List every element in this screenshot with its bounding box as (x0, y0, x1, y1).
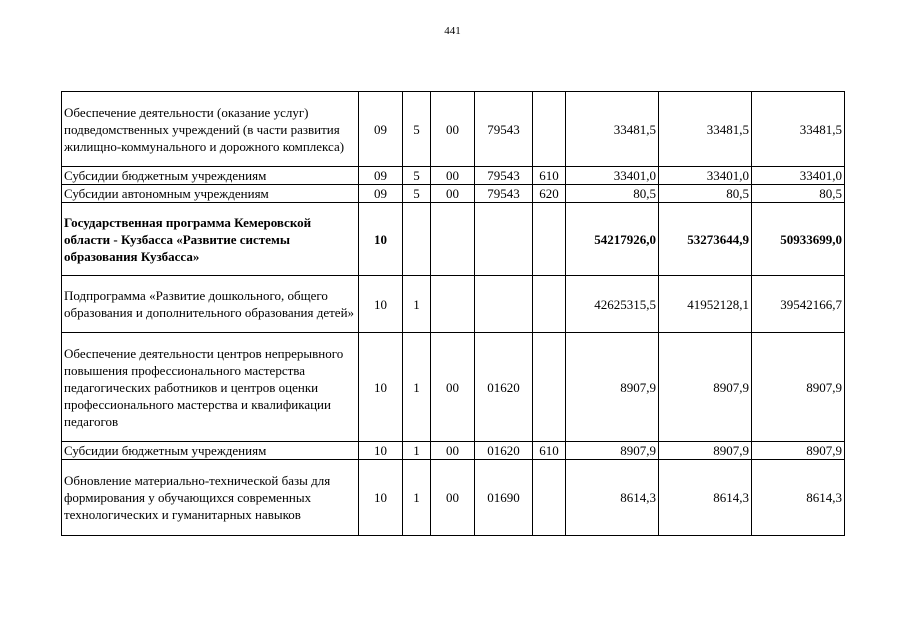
subsection-code: 5 (403, 185, 431, 203)
amount-year-1: 8907,9 (566, 333, 659, 442)
amount-year-3: 33401,0 (752, 167, 845, 185)
expense-type-code: 610 (533, 442, 566, 460)
subsection-code: 5 (403, 92, 431, 167)
row-name: Подпрограмма «Развитие дошкольного, общего образования и дополнительного образования детей» (62, 276, 359, 333)
row-name: Обеспечение деятельности центров непрерывного повышения профессионального мастерства педагогических работников и центров оценки профессионального мастерства и квалификации педагогов (62, 333, 359, 442)
subsection-code: 1 (403, 276, 431, 333)
amount-year-3: 80,5 (752, 185, 845, 203)
section-code: 10 (359, 460, 403, 536)
section-code: 09 (359, 92, 403, 167)
amount-year-3: 8614,3 (752, 460, 845, 536)
page-number: 441 (444, 25, 461, 37)
expense-type-code (533, 333, 566, 442)
program-code: 00 (431, 185, 475, 203)
amount-year-3: 39542166,7 (752, 276, 845, 333)
program-code: 00 (431, 167, 475, 185)
amount-year-3: 33481,5 (752, 92, 845, 167)
program-code: 00 (431, 460, 475, 536)
expense-type-code (533, 460, 566, 536)
amount-year-3: 8907,9 (752, 442, 845, 460)
amount-year-2: 8907,9 (659, 333, 752, 442)
direction-code: 79543 (475, 167, 533, 185)
budget-table (61, 91, 845, 536)
amount-year-2: 80,5 (659, 185, 752, 203)
section-code: 10 (359, 276, 403, 333)
table-row (62, 460, 845, 536)
program-code: 00 (431, 92, 475, 167)
table-row (62, 442, 845, 460)
row-name: Обновление материально-технической базы для формирования у обучающихся современных технологических и гуманитарных навыков (62, 460, 359, 536)
table-row (62, 333, 845, 442)
direction-code: 79543 (475, 92, 533, 167)
row-name: Государственная программа Кемеровской области - Кузбасса «Развитие системы образования Кузбасса» (62, 203, 359, 276)
section-code: 09 (359, 167, 403, 185)
amount-year-2: 53273644,9 (659, 203, 752, 276)
row-name: Субсидии бюджетным учреждениям (62, 167, 359, 185)
section-code: 10 (359, 442, 403, 460)
amount-year-2: 33481,5 (659, 92, 752, 167)
program-code: 00 (431, 333, 475, 442)
expense-type-code (533, 203, 566, 276)
amount-year-3: 50933699,0 (752, 203, 845, 276)
subsection-code: 1 (403, 460, 431, 536)
amount-year-2: 41952128,1 (659, 276, 752, 333)
table-row (62, 92, 845, 167)
row-name: Обеспечение деятельности (оказание услуг) подведомственных учреждений (в части развития жилищно-коммунального и дорожного комплекса) (62, 92, 359, 167)
expense-type-code (533, 92, 566, 167)
section-code: 10 (359, 333, 403, 442)
direction-code: 01620 (475, 442, 533, 460)
program-code: 00 (431, 442, 475, 460)
amount-year-1: 8907,9 (566, 442, 659, 460)
direction-code: 79543 (475, 185, 533, 203)
amount-year-1: 42625315,5 (566, 276, 659, 333)
section-code: 10 (359, 203, 403, 276)
direction-code (475, 276, 533, 333)
row-name: Субсидии бюджетным учреждениям (62, 442, 359, 460)
subsection-code: 1 (403, 442, 431, 460)
table-row (62, 276, 845, 333)
subsection-code: 5 (403, 167, 431, 185)
expense-type-code: 610 (533, 167, 566, 185)
amount-year-1: 33481,5 (566, 92, 659, 167)
amount-year-1: 54217926,0 (566, 203, 659, 276)
expense-type-code (533, 276, 566, 333)
expense-type-code: 620 (533, 185, 566, 203)
direction-code: 01690 (475, 460, 533, 536)
direction-code: 01620 (475, 333, 533, 442)
table-row (62, 185, 845, 203)
amount-year-1: 33401,0 (566, 167, 659, 185)
subsection-code (403, 203, 431, 276)
row-name: Субсидии автономным учреждениям (62, 185, 359, 203)
section-code: 09 (359, 185, 403, 203)
amount-year-2: 33401,0 (659, 167, 752, 185)
amount-year-1: 8614,3 (566, 460, 659, 536)
amount-year-2: 8614,3 (659, 460, 752, 536)
amount-year-1: 80,5 (566, 185, 659, 203)
direction-code (475, 203, 533, 276)
table-row (62, 203, 845, 276)
program-code (431, 276, 475, 333)
amount-year-2: 8907,9 (659, 442, 752, 460)
amount-year-3: 8907,9 (752, 333, 845, 442)
subsection-code: 1 (403, 333, 431, 442)
program-code (431, 203, 475, 276)
table-row (62, 167, 845, 185)
table-body (62, 92, 845, 536)
